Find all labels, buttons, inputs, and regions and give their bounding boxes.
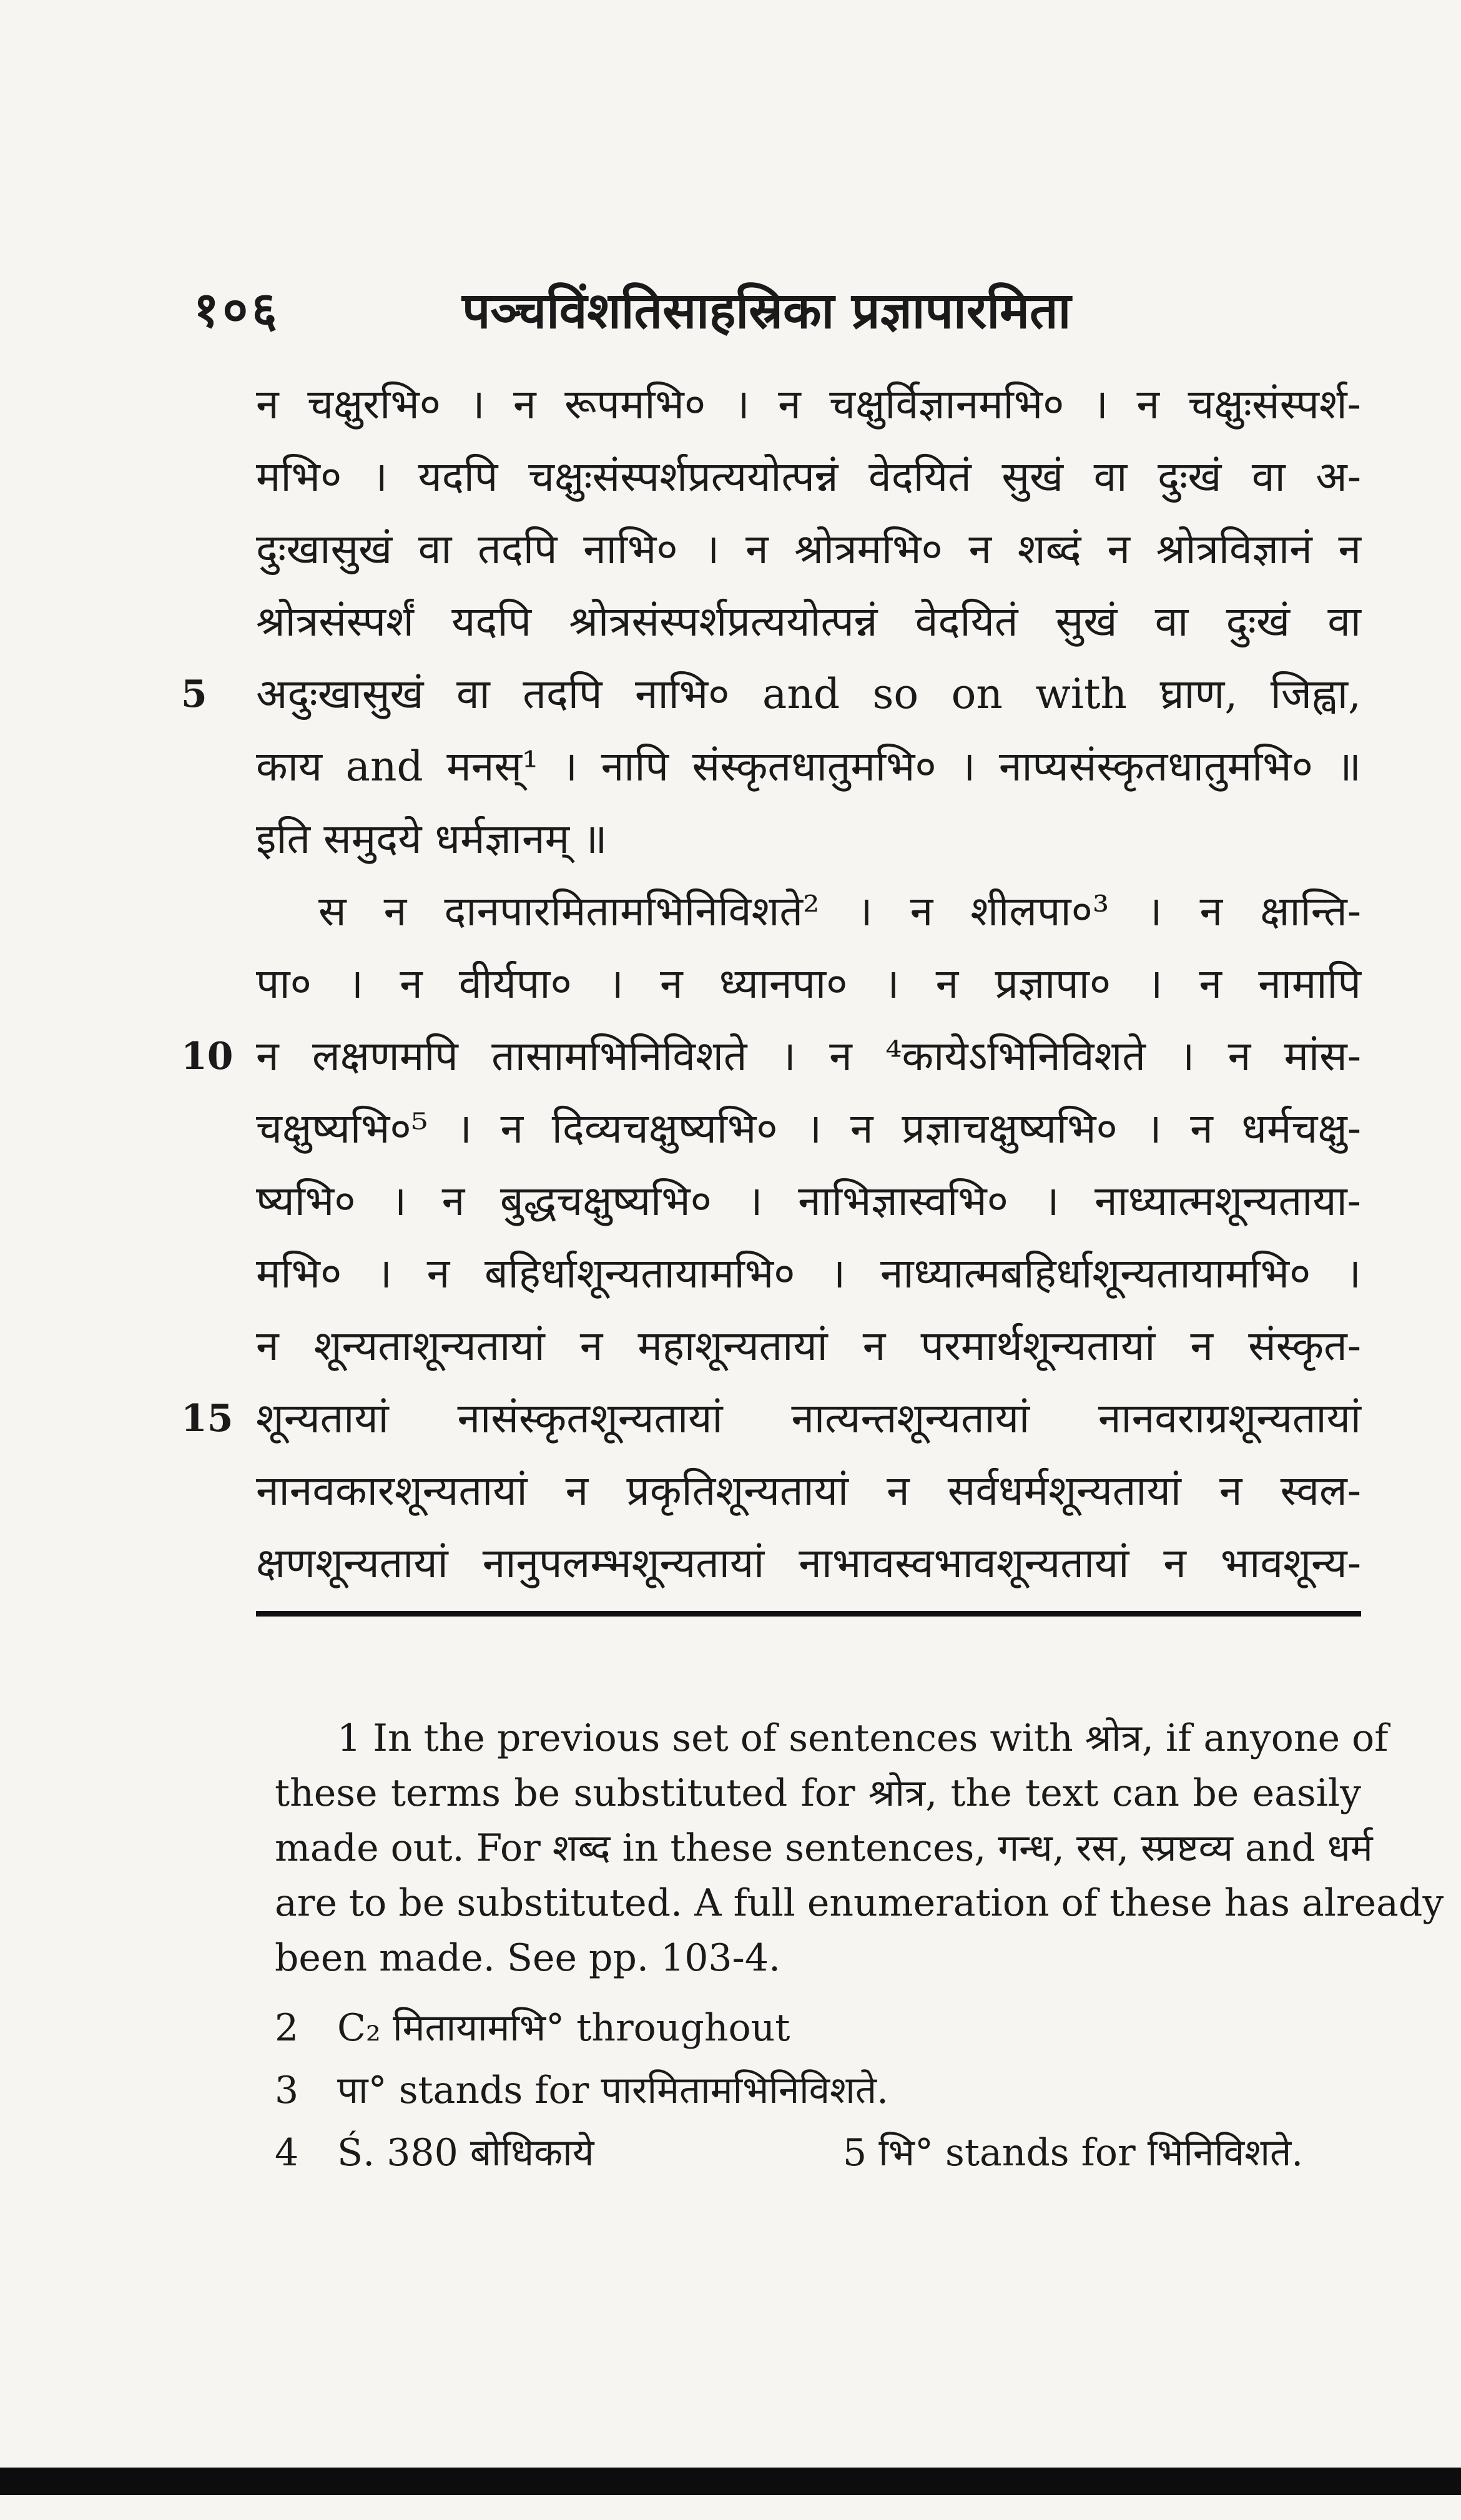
footnote-4-5 xyxy=(275,2122,1361,2184)
footnote-1-line: made out. For शब्द in these sentences, गन्ध, रस, स्प्रष्टव्य and धर्म xyxy=(275,1826,1373,1870)
footnote-1-line: been made. See pp. 103-4. xyxy=(275,1936,781,1980)
line-text: न शून्यताशून्यतायां न महाशून्यतायां न परमार्थशून्यतायां न संस्कृत- xyxy=(256,1322,1361,1370)
footnote-divider xyxy=(256,1611,1361,1617)
line-text: शून्यतायां नासंस्कृतशून्यतायां नात्यन्तशून्यतायां नानवराग्रशून्यतायां xyxy=(256,1394,1361,1442)
scan-bottom-edge xyxy=(0,2468,1461,2495)
line-text: न चक्षुरभि० । न रूपमभि० । न चक्षुर्विज्ञानमभि० । न चक्षुःसंस्पर्श- xyxy=(256,380,1361,428)
line-text: दुःखासुखं वा तदपि नाभि० । न श्रोत्रमभि० न शब्दं न श्रोत्रविज्ञानं न xyxy=(256,525,1361,573)
line-text: चक्षुष्यभि०⁵ । न दिव्यचक्षुष्यभि० । न प्रज्ञाचक्षुष्यभि० । न धर्मचक्षु- xyxy=(256,1105,1361,1153)
footnote-3 xyxy=(275,2059,1361,2122)
text-line xyxy=(256,368,1361,441)
text-line xyxy=(256,1238,1361,1310)
line-number: 5 xyxy=(181,672,207,716)
page-header xyxy=(194,275,1380,343)
footnote-4-text: Ś. 380 बोधिकाये xyxy=(337,2131,594,2175)
line-text: न लक्षणमपि तासामभिनिविशते । न ⁴कायेऽभिनिविशते । न मांस- xyxy=(256,1032,1361,1080)
line-text: नानवकारशून्यतायां न प्रकृतिशून्यतायां न सर्वधर्मशून्यतायां न स्वल- xyxy=(256,1467,1361,1515)
text-line xyxy=(256,948,1361,1020)
line-text: इति समुदये धर्मज्ञानम् ॥ xyxy=(256,815,608,863)
footnotes xyxy=(275,1711,1444,2184)
footnote-1-line: are to be substituted. A full enumeration of these has already xyxy=(275,1881,1444,1925)
line-text: स न दानपारमितामभिनिविशते² । न शीलपा०³ । न क्षान्ति- xyxy=(318,887,1361,935)
footnote-3-text: पा° stands for पारमितामभिनिविशते. xyxy=(337,2069,889,2112)
footnote-2 xyxy=(275,1997,1361,2059)
text-line xyxy=(256,1165,1361,1238)
line-text: मभि० । यदपि चक्षुःसंस्पर्शप्रत्ययोत्पन्नं वेदयितं सुखं वा दुःखं वा अ- xyxy=(256,453,1361,501)
text-line xyxy=(256,1310,1361,1382)
page-number: १०६ xyxy=(194,282,281,338)
text-line xyxy=(256,1527,1361,1600)
footnote-2-text: C₂ मितायामभि° throughout xyxy=(337,2006,790,2050)
line-number: 10 xyxy=(181,1035,234,1078)
text-line xyxy=(256,875,1361,948)
line-text: क्षणशून्यतायां नानुपलम्भशून्यतायां नाभावस्वभावशून्यतायां न भावशून्य- xyxy=(256,1539,1361,1587)
line-text: काय and मनस्¹ । नापि संस्कृतधातुमभि० । नाप्यसंस्कृतधातुमभि० ॥ xyxy=(256,742,1361,790)
line-text: ष्यभि० । न बुद्धचक्षुष्यभि० । नाभिज्ञास्वभि० । नाध्यात्मशून्यताया- xyxy=(256,1177,1361,1225)
text-line xyxy=(256,586,1361,658)
footnote-1-line: these terms be substituted for श्रोत्र, the text can be easily xyxy=(275,1771,1361,1815)
line-number: 15 xyxy=(181,1397,234,1440)
line-text: अदुःखासुखं वा तदपि नाभि० and so on with घ्राण, जिह्वा, xyxy=(256,670,1361,718)
text-line xyxy=(181,1382,1361,1455)
line-text: पा० । न वीर्यपा० । न ध्यानपा० । न प्रज्ञापा० । न नामापि xyxy=(256,960,1361,1008)
sanskrit-text-block xyxy=(181,368,1361,1600)
text-line xyxy=(256,1455,1361,1527)
footnote-2-number: 2 xyxy=(275,2006,299,2050)
text-line xyxy=(256,441,1361,513)
running-title: पञ्चविंशतिसाहस्रिका प्रज्ञापारमिता xyxy=(462,281,1071,340)
text-line xyxy=(256,1093,1361,1165)
line-text: श्रोत्रसंस्पर्शं यदपि श्रोत्रसंस्पर्शप्रत्ययोत्पन्नं वेदयितं सुखं वा दुःखं वा xyxy=(256,598,1361,646)
footnote-3-number: 3 xyxy=(275,2069,299,2112)
footnote-1-line: 1 In the previous set of sentences with श्रोत्र, if anyone of xyxy=(337,1716,1389,1760)
text-line xyxy=(256,803,1361,875)
text-line xyxy=(256,513,1361,586)
footnote-5-text: 5 भि° stands for भिनिविशते. xyxy=(843,2131,1304,2175)
text-line xyxy=(181,1020,1361,1093)
text-line xyxy=(181,658,1361,731)
text-line xyxy=(256,731,1361,803)
line-text: मभि० । न बहिर्धाशून्यतायामभि० । नाध्यात्मबहिर्धाशून्यतायामभि० । xyxy=(256,1249,1361,1297)
footnote-4-number: 4 xyxy=(275,2131,299,2175)
